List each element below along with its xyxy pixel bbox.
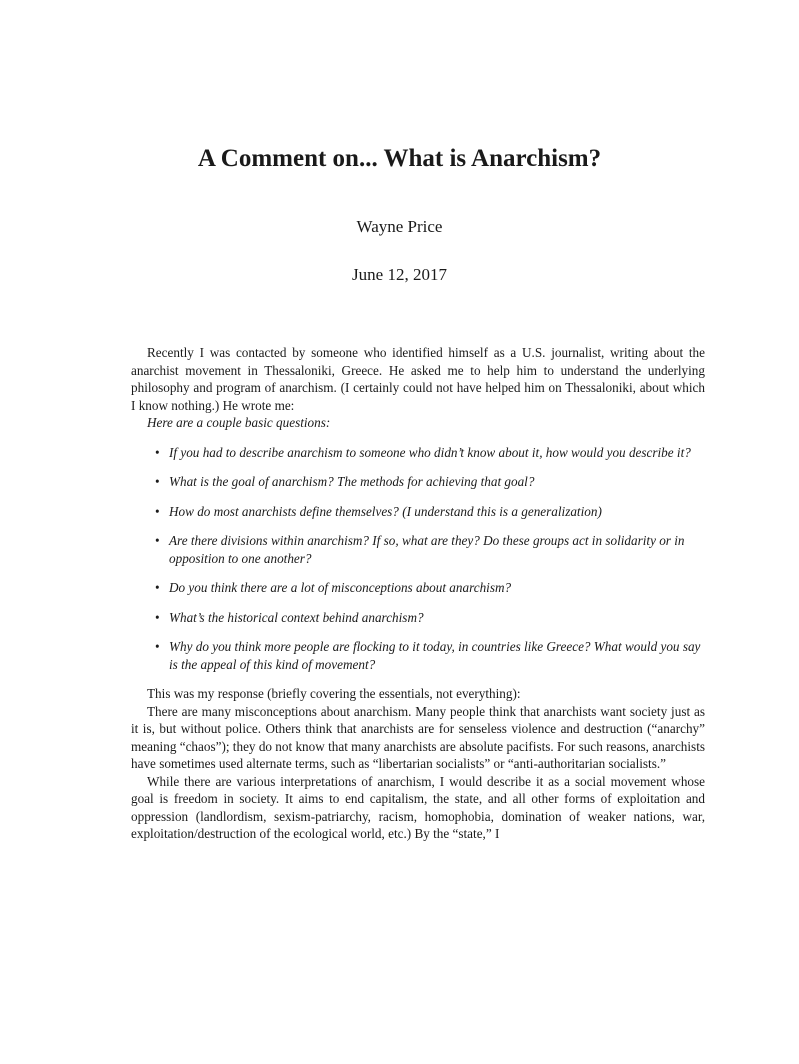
bullet-icon: • [155, 609, 160, 625]
bullet-icon: • [155, 580, 160, 595]
bullet-icon: • [155, 503, 160, 519]
question-text: Do you think there are a lot of misconceptions about anarchism? [169, 580, 512, 595]
list-item [155, 503, 705, 521]
question-text: Why do you think more people are flocking to it today, in countries like Greece? What would you say is the appeal of this kind of movement? [169, 639, 701, 672]
bullet-icon: • [155, 474, 160, 489]
paragraph-misconceptions: There are many misconceptions about anarchism. Many people think that anarchists want society just as it is, but without police. Others think that anarchists are for senseless violence and destruction (“anarchy” meaning “chaos”); they do not know that many anarchists are absolute pacifists. For such reasons, anarchists have sometimes used alternate terms, such as “libertarian socialists” or “anti-authoritarian socialists.” [131, 703, 705, 771]
list-item [155, 638, 705, 673]
document-author: Wayne Price [356, 217, 443, 236]
intro-paragraph: Recently I was contacted by someone who identified himself as a U.S. journalist, writing about the anarchist movement in Thessaloniki, Greece. He asked me to help him to understand the underlying philosophy and program of anarchism. (I certainly could not have helped him on Thessaloniki, about which I know nothing.) He wrote me: [131, 345, 705, 413]
question-text: How do most anarchists define themselves? (I understand this is a generalization) [169, 503, 602, 519]
question-text: Are there divisions within anarchism? If so, what are they? Do these groups act in solidarity or in opposition to one another? [169, 533, 685, 566]
bullet-icon: • [155, 444, 160, 460]
question-text: What’s the historical context behind anarchism? [169, 609, 424, 625]
list-item [155, 532, 705, 567]
document-body [131, 344, 705, 843]
bullet-icon: • [155, 533, 160, 548]
list-item [155, 444, 705, 462]
document-date: June 12, 2017 [352, 265, 447, 284]
question-intro: Here are a couple basic questions: [147, 415, 331, 430]
response-intro: This was my response (briefly covering the essentials, not everything): [147, 686, 521, 701]
question-text: What is the goal of anarchism? The methods for achieving that goal? [169, 474, 535, 489]
paragraph-interpretations: While there are various interpretations of anarchism, I would describe it as a social movement whose goal is freedom in society. It aims to end capitalism, the state, and all other forms of exploitation and oppression (landlordism, sexism-patriarchy, racism, homophobia, domination of weaker nations, war, exploitation/destruction of the ecological world, etc.) By the “state,” I [131, 773, 705, 841]
list-item [155, 473, 705, 491]
list-item [155, 579, 705, 597]
list-item [155, 609, 705, 627]
bullet-icon: • [155, 639, 160, 654]
question-text: If you had to describe anarchism to someone who didn’t know about it, how would you describe it? [169, 444, 691, 460]
question-list [131, 444, 705, 674]
document-title: A Comment on... What is Anarchism? [197, 145, 602, 172]
